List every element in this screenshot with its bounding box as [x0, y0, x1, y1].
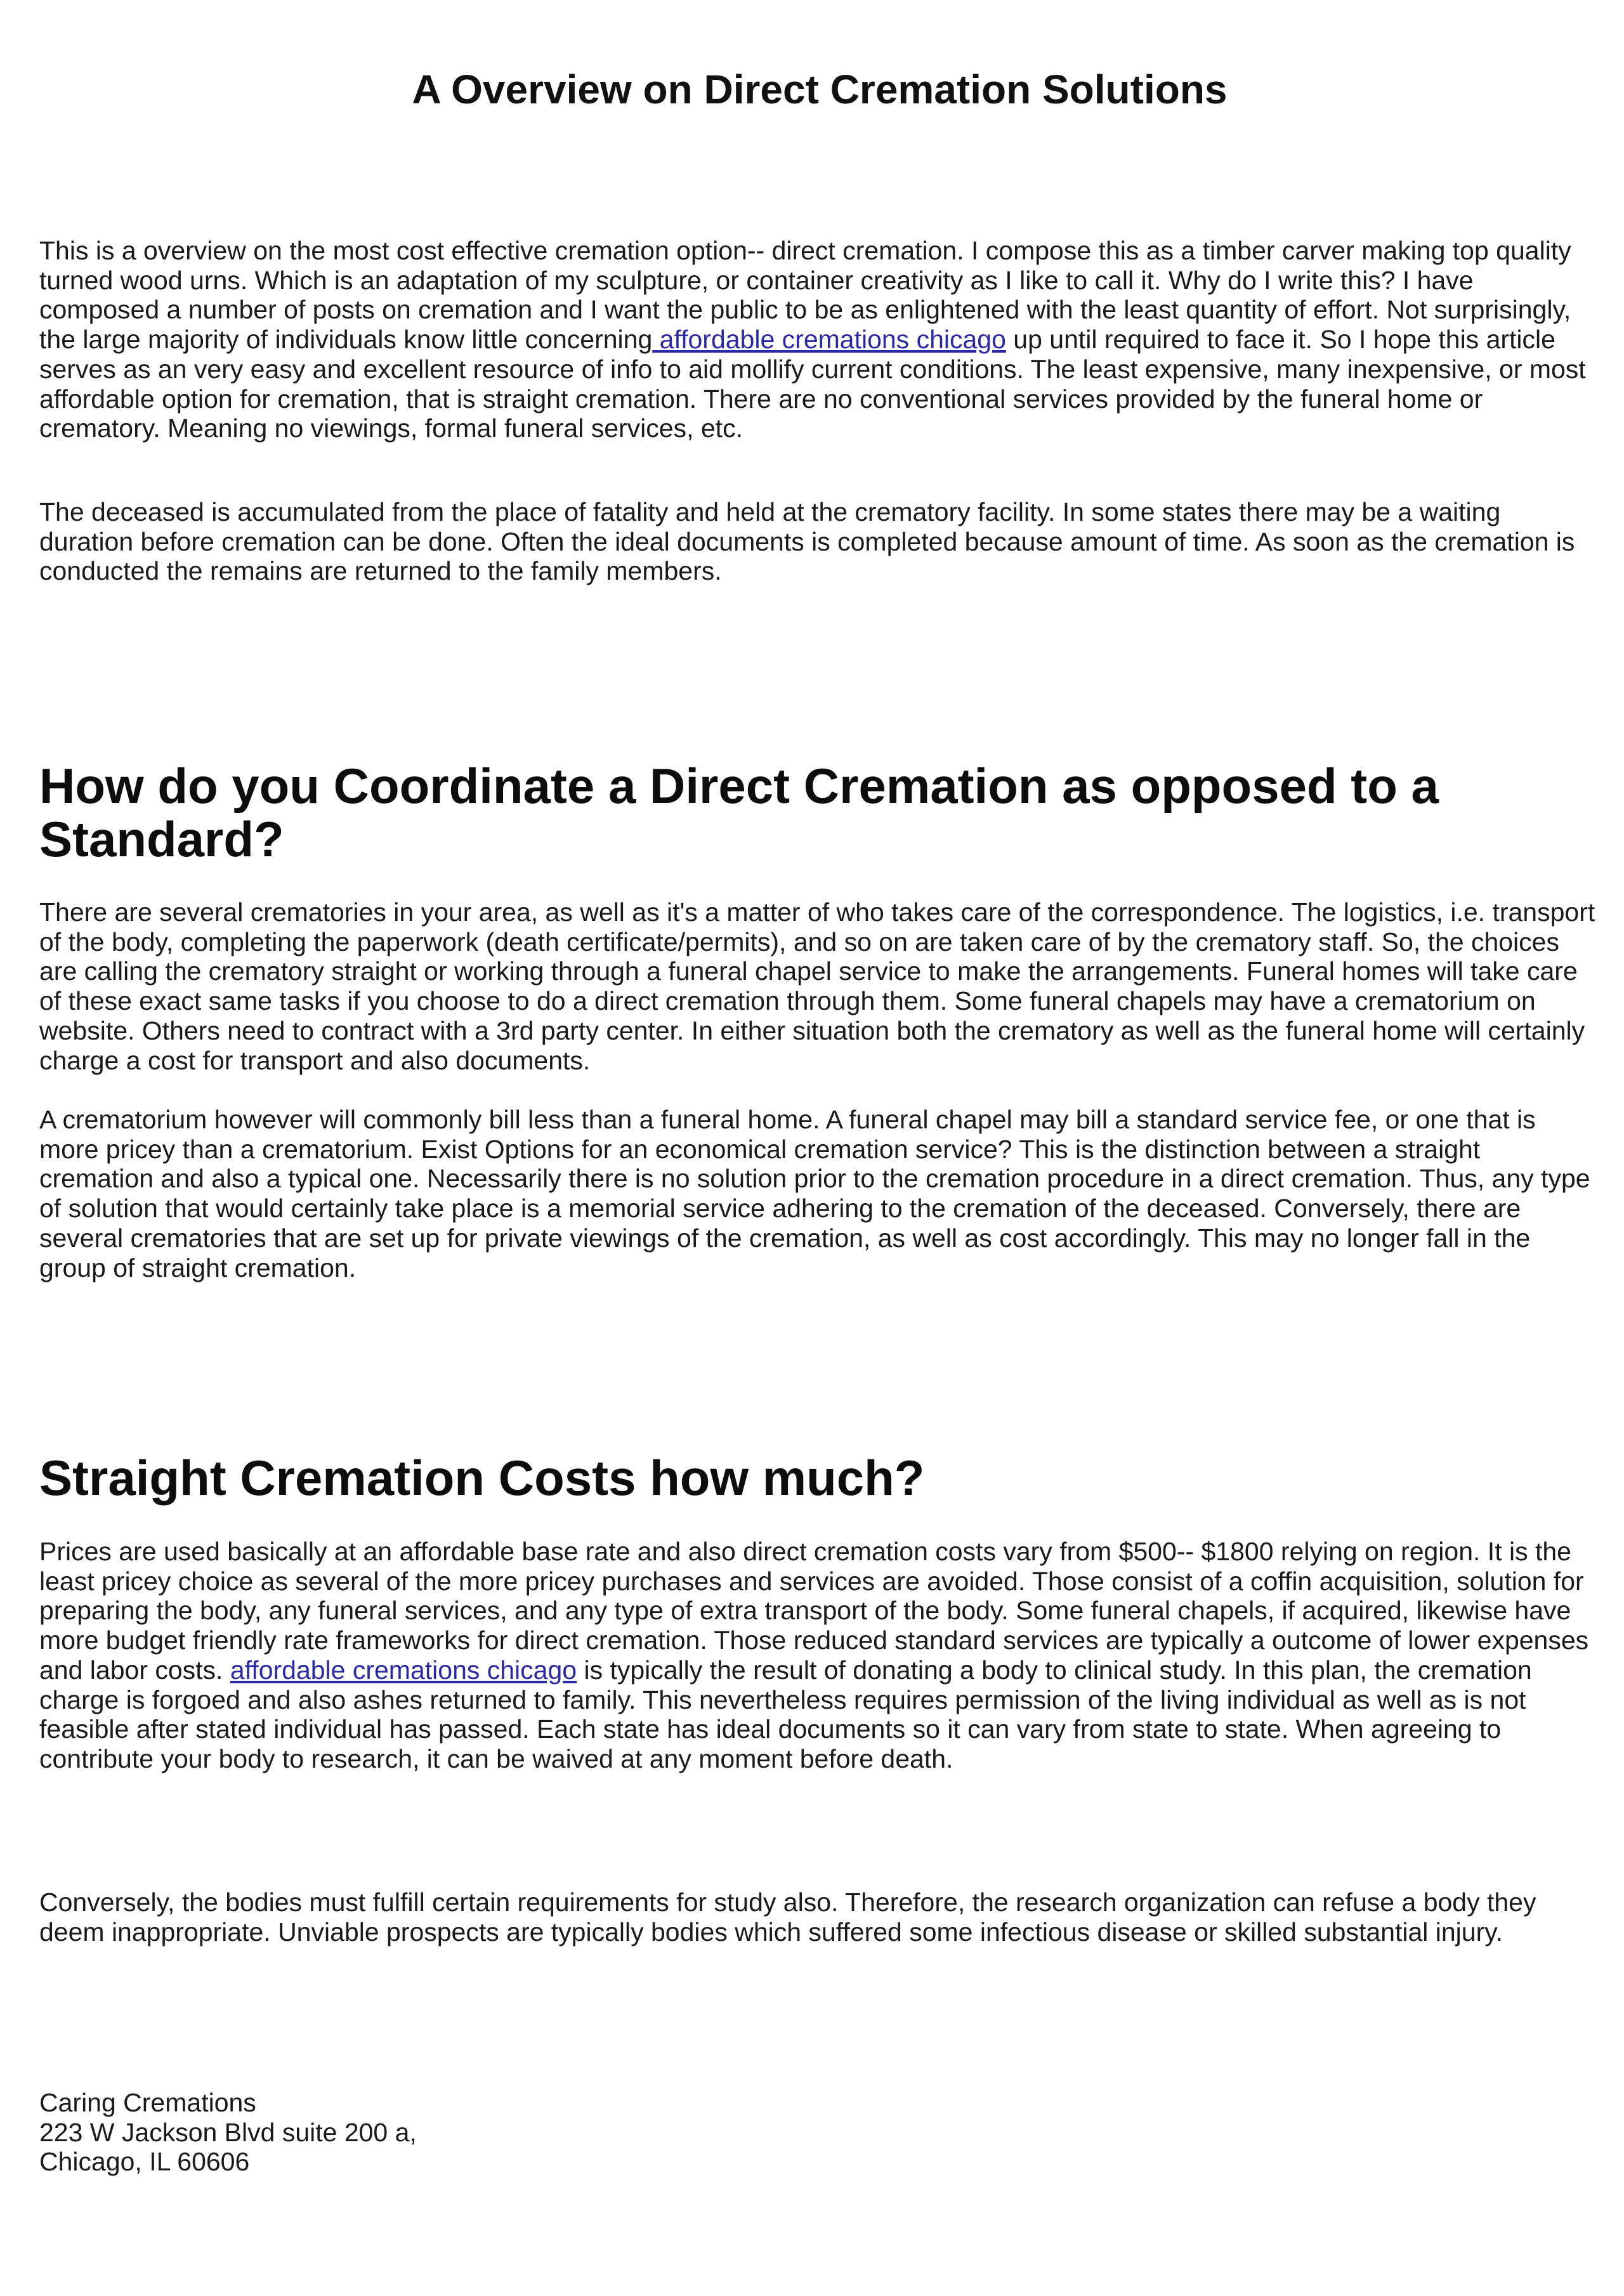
affordable-cremations-link-1[interactable]: affordable cremations chicago [652, 325, 1006, 355]
intro-paragraph-1-text-end: up until required to face it. So I hope this article serves as an very easy and excellent resource of info to aid mollify current conditions. The least expensive, many inexpensive, or most affordable option for cremation, that is straight cremation. There are no conventional services provided by the funeral home or crematory. Meaning no viewings, formal funeral services, etc. [39, 325, 1586, 443]
section2-paragraph-1-text-start: Prices are used basically at an affordable base rate and also direct cremation costs vary from $500-- $1800 relying on region. It is the least pricey choice as several of the more pricey purchases and services are avoided. Those consist of a coffin acquisition, solution for preparing the body, any funeral services, and any type of extra transport of the body. Some funeral chapels, if acquired, likewise have more budget friendly rate frameworks for direct cremation. Those reduced standard services are typically a outcome of lower expenses and labor costs. [39, 1537, 1589, 1685]
business-name: Caring Cremations [39, 2088, 256, 2117]
section1-paragraph-1: There are several crematories in your area, as well as it's a matter of who takes care of the correspondence. The logistics, i.e. transport of the body, completing the paperwork (death certificate/permits), and so on are taken care of by the crematory staff. So, the choices are calling the crematory straight or working through a funeral chapel service to make the arrangements. Funeral homes will take care of these exact same tasks if you choose to do a direct cremation through them. Some funeral chapels may have a crematorium on website. Others need to contract with a 3rd party center. In either situation both the crematory as well as the funeral home will certainly charge a cost for transport and also documents. [39, 897, 1595, 1075]
intro-paragraph-1-text-start: This is a overview on the most cost effective cremation option-- direct cremation. I compose this as a timber carver making top quality turned wood urns. Which is an adaptation of my sculpture, or container creativity as I like to call it. Why do I write this? I have composed a number of posts on cremation and I want the public to be as enlightened with the least quantity of effort. Not surprisingly, the large majority of individuals know little concerning [39, 236, 1571, 355]
section2-paragraph-1 [39, 1537, 1600, 1774]
section1-paragraph-2: A crematorium however will commonly bill less than a funeral home. A funeral chapel may bill a standard service fee, or one that is more pricey than a crematorium. Exist Options for an economical cremation service? This is the distinction between a straight cremation and also a typical one. Necessarily there is no solution prior to the cremation procedure in a direct cremation. Thus, any type of solution that would certainly take place is a memorial service adhering to the cremation of the deceased. Conversely, there are several crematories that are set up for private viewings of the cremation, as well as cost accordingly. This may no longer fall in the group of straight cremation. [39, 1105, 1590, 1282]
intro-paragraph-1 [39, 236, 1600, 443]
page-title: A Overview on Direct Cremation Solutions [412, 67, 1228, 112]
section2-paragraph-2: Conversely, the bodies must fulfill certain requirements for study also. Therefore, the research organization can refuse a body they deem inappropriate. Unviable prospects are typically bodies which suffered some infectious disease or skilled substantial injury. [39, 1888, 1536, 1947]
city-state-zip: Chicago, IL 60606 [39, 2147, 250, 2177]
section2-paragraph-1-text-end: is typically the result of donating a body to clinical study. In this plan, the cremation charge is forgoed and also ashes returned to family. This nevertheless requires permission of the living individual as well as is not feasible after stated individual has passed. Each state has ideal documents so it can vary from state to state. When agreeing to contribute your body to research, it can be waived at any moment before death. [39, 1655, 1532, 1773]
intro-paragraph-2: The deceased is accumulated from the place of fatality and held at the crematory facility. In some states there may be a waiting duration before cremation can be done. Often the ideal documents is completed because amount of time. As soon as the cremation is conducted the remains are returned to the family members. [39, 497, 1575, 586]
affordable-cremations-link-2[interactable]: affordable cremations chicago [230, 1655, 577, 1685]
section-heading-costs: Straight Cremation Costs how much? [39, 1450, 925, 1506]
address-block [39, 2088, 801, 2177]
section-heading-coordinate: How do you Coordinate a Direct Cremation as opposed to a Standard? [39, 758, 1439, 867]
street-address: 223 W Jackson Blvd suite 200 a, [39, 2117, 417, 2147]
